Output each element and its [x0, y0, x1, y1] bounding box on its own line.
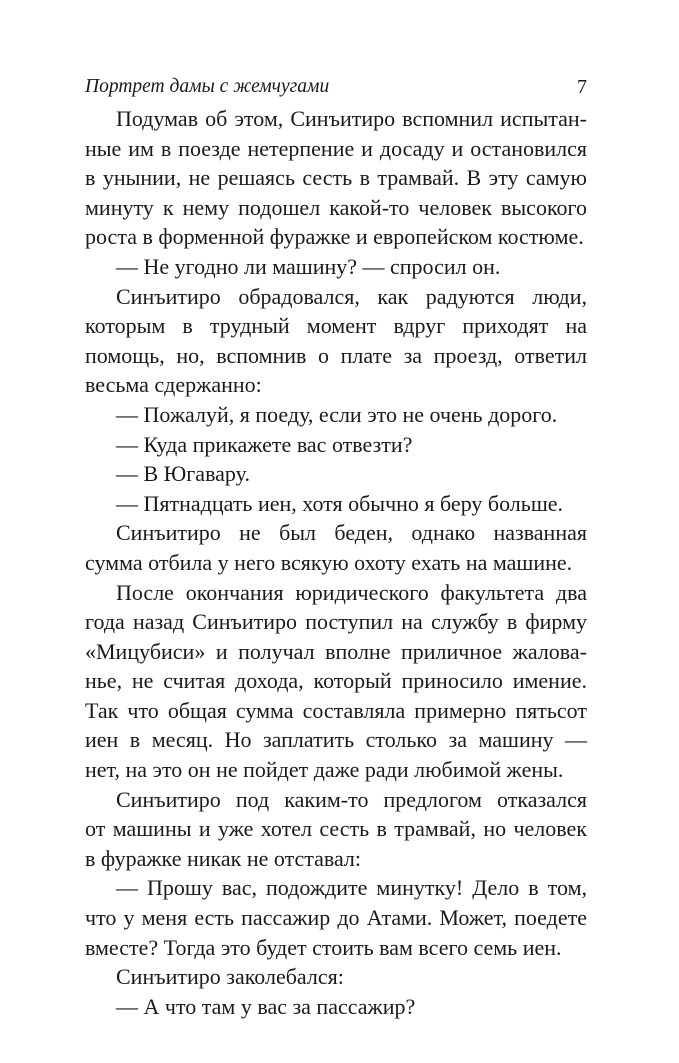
text-line: в унынии, не решаясь сесть в трамвай. В эту самую — [85, 165, 587, 191]
text-line: что у меня есть пассажир до Атами. Может, поедете — [85, 905, 587, 931]
text-line: нье, не считая дохода, который приносило имение. — [85, 668, 587, 694]
text-line: — Куда прикажете вас отвезти? — [116, 431, 413, 457]
text-line: — Пожалуй, я поеду, если это не очень дорого. — [116, 401, 558, 427]
text-line: «Мицубиси» и получал вполне приличное жалова- — [85, 638, 587, 664]
text-line: которым в трудный момент вдруг приходят на — [85, 313, 587, 339]
text-line: помощь, но, вспомнив о плате за проезд, ответил — [85, 342, 587, 368]
text-line: Синъитиро не был беден, однако названная — [116, 520, 587, 546]
text-line: Синъитиро обрадовался, как радуются люди, — [116, 283, 587, 309]
text-line: ные им в поезде нетерпение и досаду и остановился — [85, 135, 587, 161]
text-line: — Не угодно ли машину? — спросил он. — [116, 253, 501, 279]
text-line: — В Югавару. — [116, 461, 250, 487]
text-line: в фуражке никак не отставал: — [85, 845, 362, 871]
text-line: Синъитиро под каким-то предлогом отказался — [116, 786, 587, 812]
text-line: — А что там у вас за пассажир? — [116, 993, 416, 1019]
text-line: После окончания юридического факультета два — [116, 579, 587, 605]
text-line: сумма отбила у него всякую охоту ехать на машине. — [85, 549, 573, 575]
text-line: года назад Синъитиро поступил на службу в фирму — [85, 609, 587, 635]
text-line: — Пятнадцать иен, хотя обычно я беру больше. — [116, 490, 564, 516]
text-line: от машины и уже хотел сесть в трамвай, но человек — [85, 816, 587, 842]
text-line: иен в месяц. Но заплатить столько за машину — — [85, 727, 587, 753]
page-header — [85, 72, 587, 102]
text-line: роста в форменной фуражке и европейском костюме. — [85, 224, 584, 250]
text-line: нет, на это он не пойдет даже ради любимой жены. — [85, 757, 564, 783]
page-number: 7 — [577, 76, 587, 98]
text-line: — Прошу вас, подождите минутку! Дело в том, — [116, 875, 587, 901]
text-line: минуту к нему подошел какой-то человек высокого — [85, 194, 587, 220]
text-line: вместе? Тогда это будет стоить вам всего семь иен. — [85, 934, 562, 960]
text-line: Так что общая сумма составляла примерно пятьсот — [85, 697, 587, 723]
text-line: Подумав об этом, Синъитиро вспомнил испытан- — [116, 106, 587, 131]
running-title: Портрет дамы с жемчугами — [85, 76, 330, 97]
body-text — [85, 104, 587, 1021]
text-line: Синъитиро заколебался: — [116, 964, 344, 990]
text-line: весьма сдержанно: — [85, 372, 262, 398]
